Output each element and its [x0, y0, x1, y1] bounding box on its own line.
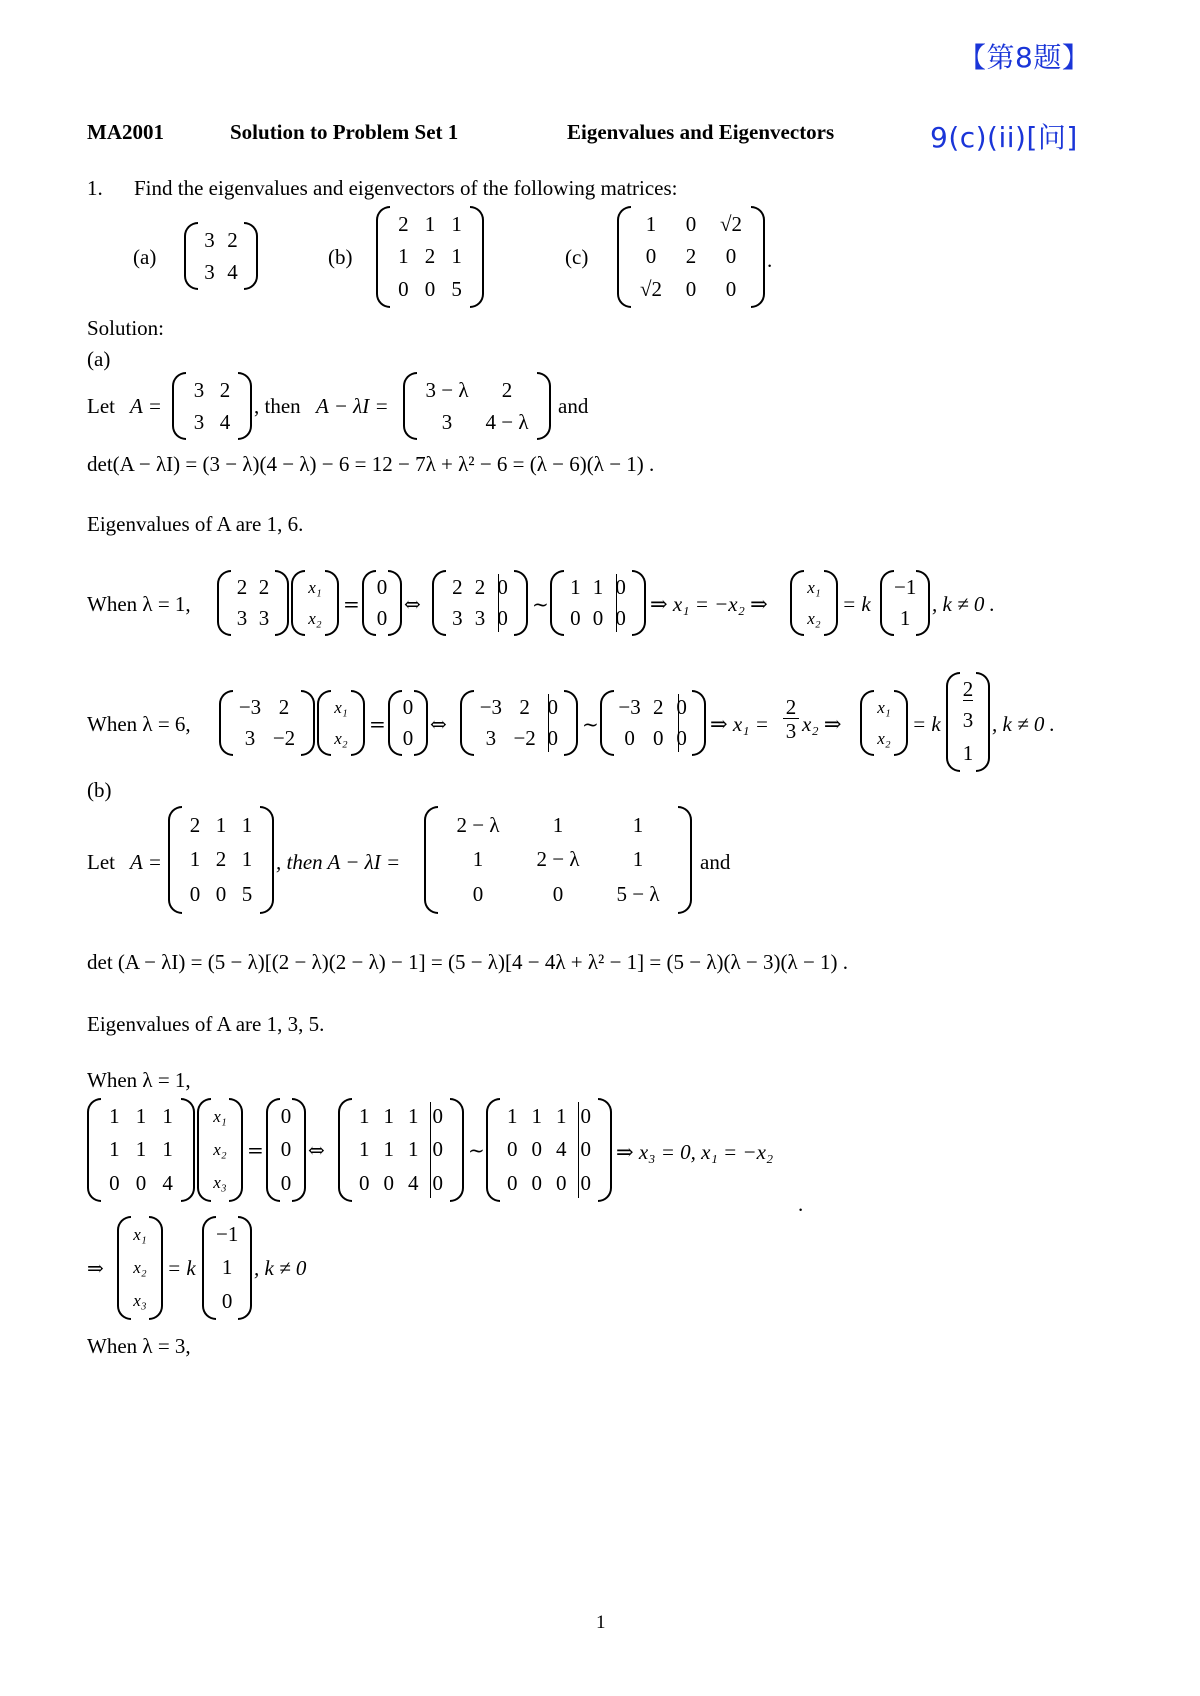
b1-x-vector: x₁ x₂ x₃ — [197, 1098, 243, 1202]
a1-relation: ⇒ x₁ = −x₂ ⇒ — [650, 592, 768, 616]
label-b: (b) — [328, 245, 353, 269]
b1-reduced-matrix: 1 1 1 0 0 0 4 0 0 0 0 0 — [486, 1098, 612, 1202]
a6-k-condition: , k ≠ 0 . — [992, 712, 1055, 736]
course-code: MA2001 — [87, 120, 164, 144]
b1-k-condition: , k ≠ 0 — [254, 1256, 307, 1280]
matrix-c: 1 0 √2 0 2 0 √2 0 0 — [617, 206, 765, 308]
a1-eigenvector: −1 1 — [880, 570, 930, 636]
part-a-matrix-A: 3 2 3 4 — [172, 372, 252, 440]
let-b-text: Let — [87, 850, 115, 874]
b1-coef-matrix: 1 1 1 1 1 1 0 0 4 — [87, 1098, 195, 1202]
document-page: 【第8题】 9(c)(ii)[问] MA2001 Solution to Problem Set 1 Eigenvalues and Eigenvectors 1. Find the eigenvalues and eigenvectors of the following matrices: (a) 3 2 3 4 (b) 2 1 1 1 2 1 0 0 5 (c) 1 0 √2 0 2 0 √2 0 0 . Solution: (a) Let A = 3 2 3 4 , then A − λI = 3 − λ 2 3 4 − λ and det(A − λI) = (3 − λ)(4 − λ) − 6 = 12 − 7λ + λ² − 6 = (λ − 6)(λ − 1) . Eigenvalues of A are 1, 6. When λ = 1, 2 2 3 3 x₁ x₂ = 0 0 ⇔ 2 2 0 3 3 0 ~ 1 1 0 0 0 0 ⇒ x₁ = −x₂ ⇒ x₁ x₂ = k −1 1 , k ≠ 0 . When λ = 6, −3 2 3 −2 x₁ x₂ = 0 0 ⇔ −3 2 0 3 −2 0 ~ −3 2 0 0 0 0 ⇒ x₁ = 2 3 x₂ ⇒ x₁ x₂ = k 2 3 1 , k ≠ 0 . (b) Let A = 2 1 1 1 2 1 0 0 5 , then A − λI = 2 − λ 1 1 1 2 − λ 1 0 0 5 − λ and det (A − λI) = (5 − λ)[(2 − λ)(2 − λ) − 1] = (5 − λ)[4 − 4λ + λ² − 1] = (5 − λ)(λ − 3)(λ − 1) . Eigenvalues of A are 1, 3, 5. When λ = 1, 1 1 1 1 1 1 0 0 4 x₁ x₂ x₃ = 0 0 0 ⇔ 1 1 1 0 1 1 1 0 0 0 4 0 ~ 1 1 1 0 0 0 4 0 0 0 0 0 ⇒ x₃ = 0, x₁ = −x₂ . ⇒ x₁ x₂ x₃ = k −1 1 0 , k ≠ 0 When λ = 3, 1 — [0, 0, 1200, 1696]
b-a-equals: A = — [130, 850, 162, 874]
a6-relation-end: x₂ ⇒ — [802, 712, 842, 736]
a1-x-vector: x₁ x₂ — [291, 570, 339, 636]
part-a-when-6: When λ = 6, — [87, 712, 191, 736]
part-b-label: (b) — [87, 778, 112, 802]
problem-statement: Find the eigenvalues and eigenvectors of the following matrices: — [134, 176, 678, 200]
a1-reduced-matrix: 1 1 0 0 0 0 — [550, 570, 646, 636]
part-b-when-3: When λ = 3, — [87, 1334, 191, 1358]
a-equals: A = — [130, 394, 162, 418]
a-minus-lambda-label: A − λI = — [316, 394, 389, 418]
a6-zero-vector: 0 0 — [388, 690, 428, 756]
a1-zero-vector: 0 0 — [362, 570, 402, 636]
part-b-matrix-A: 2 1 1 1 2 1 0 0 5 — [168, 806, 274, 914]
matrix-c-period: . — [767, 248, 773, 272]
stray-dot: . — [798, 1192, 804, 1216]
b-then-text: , then A − λI = — [276, 850, 401, 874]
part-a-determinant: det(A − λI) = (3 − λ)(4 − λ) − 6 = 12 − 7λ + λ² − 6 = (λ − 6)(λ − 1) . — [87, 452, 655, 476]
a6-augmented-matrix: −3 2 0 3 −2 0 — [460, 690, 578, 756]
a6-x-vector-result: x₁ x₂ — [860, 690, 908, 756]
part-b-determinant: det (A − λI) = (5 − λ)[(2 − λ)(2 − λ) − 1] = (5 − λ)[4 − 4λ + λ² − 1] = (5 − λ)(λ − 3)(λ − 1) . — [87, 950, 849, 974]
label-c: (c) — [565, 245, 589, 269]
part-b-eigenvalues: Eigenvalues of A are 1, 3, 5. — [87, 1012, 325, 1036]
matrix-b: 2 1 1 1 2 1 0 0 5 — [376, 206, 484, 308]
label-a: (a) — [133, 245, 157, 269]
a6-relation-start: ⇒ x₁ = — [710, 712, 769, 736]
problem-number: 1. — [87, 176, 103, 200]
corner-problem-tag: 【第8题】 — [958, 41, 1091, 74]
a1-x-vector-result: x₁ x₂ — [790, 570, 838, 636]
a1-coef-matrix: 2 2 3 3 — [217, 570, 289, 636]
a6-x-vector: x₁ x₂ — [317, 690, 365, 756]
a1-k-condition: , k ≠ 0 . — [932, 592, 995, 616]
let-a-text: Let — [87, 394, 115, 418]
and-text: and — [558, 394, 589, 418]
b1-augmented-matrix: 1 1 1 0 1 1 1 0 0 0 4 0 — [338, 1098, 464, 1202]
page-number: 1 — [596, 1612, 606, 1633]
a6-fraction: 2 3 — [783, 696, 799, 743]
a6-reduced-matrix: −3 2 0 0 0 0 — [600, 690, 706, 756]
part-a-label: (a) — [87, 347, 111, 371]
then-text: , then — [254, 394, 301, 418]
b1-eigenvector: −1 1 0 — [202, 1216, 252, 1320]
matrix-a: 3 2 3 4 — [184, 222, 258, 290]
part-a-matrix-A-lambda: 3 − λ 2 3 4 − λ — [403, 372, 551, 440]
part-a-eigenvalues: Eigenvalues of A are 1, 6. — [87, 512, 304, 536]
a6-eigenvector: 2 3 1 — [946, 672, 990, 772]
b-and-text: and — [700, 850, 731, 874]
part-b-matrix-A-lambda: 2 − λ 1 1 1 2 − λ 1 0 0 5 − λ — [424, 806, 692, 914]
a1-augmented-matrix: 2 2 0 3 3 0 — [432, 570, 528, 636]
a6-coef-matrix: −3 2 3 −2 — [219, 690, 315, 756]
header-topic: Eigenvalues and Eigenvectors — [567, 120, 835, 144]
b1-x-vector-result: x₁ x₂ x₃ — [117, 1216, 163, 1320]
implies-arrow: ⇒ — [87, 1256, 104, 1280]
part-b-when-1: When λ = 1, — [87, 1068, 191, 1092]
question-reference-tag: 9(c)(ii)[问] — [930, 121, 1078, 154]
part-a-when-1: When λ = 1, — [87, 592, 191, 616]
b1-zero-vector: 0 0 0 — [266, 1098, 306, 1202]
b1-relation: ⇒ x₃ = 0, x₁ = −x₂ — [616, 1140, 774, 1164]
header-title: Solution to Problem Set 1 — [230, 120, 459, 144]
solution-heading: Solution: — [87, 316, 165, 340]
